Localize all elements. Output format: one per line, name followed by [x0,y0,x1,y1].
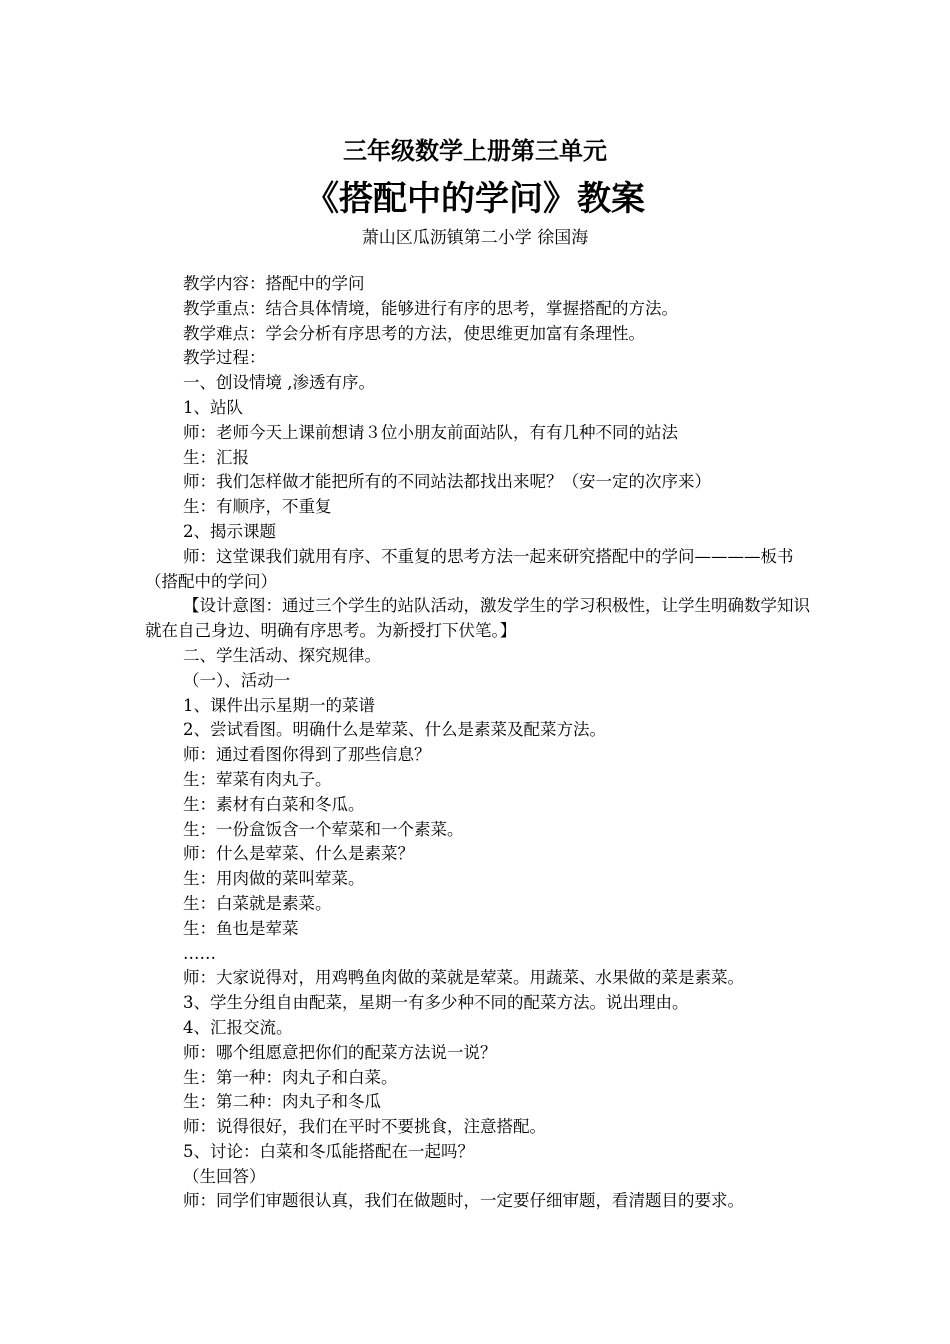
body-paragraph: 一、创设情境 ,渗透有序。 [183,373,375,393]
body-paragraph: 师：大家说得对，用鸡鸭鱼肉做的菜就是荤菜。用蔬菜、水果做的菜是素菜。 [183,968,744,988]
body-paragraph: 生：白菜就是素菜。 [183,893,332,913]
body-paragraph: 2、揭示课题 [183,521,276,541]
body-paragraph: 生：用肉做的菜叫荤菜。 [183,869,365,889]
body-paragraph: 3、学生分组自由配菜，星期一有多少种不同的配菜方法。说出理由。 [183,993,689,1013]
body-paragraph: 师：说得很好，我们在平时不要挑食，注意搭配。 [183,1117,546,1137]
body-paragraph: 生：素材有白菜和冬瓜。 [183,794,365,814]
body-paragraph: 4、汇报交流。 [183,1017,293,1037]
body-paragraph: 生：第二种：肉丸子和冬瓜 [183,1092,381,1112]
body-paragraph: 师：同学们审题很认真，我们在做题时，一定要仔细审题，看清题目的要求。 [183,1191,744,1211]
body-paragraph: 生：一份盒饭含一个荤菜和一个素菜。 [183,819,464,839]
body-paragraph: 生：第一种：肉丸子和白菜。 [183,1067,398,1087]
body-paragraph: 【设计意图：通过三个学生的站队活动，激发学生的学习积极性，让学生明确数学知识就在自己身边、明确有序思考。为新授打下伏笔。】 [145,596,810,641]
body-paragraph: （一）、活动一 [183,670,291,690]
body-paragraph: （生回答） [183,1166,266,1186]
body-paragraph: 2、尝试看图。明确什么是荤菜、什么是素菜及配菜方法。 [183,720,606,740]
body-paragraph: 二、学生活动、探究规律。 [183,645,381,665]
body-paragraph: …… [183,943,216,963]
body-paragraph: 师：什么是荤菜、什么是素菜？ [183,844,414,864]
document-title: 《搭配中的学问》教案 [305,179,645,219]
body-paragraph: 教学难点：学会分析有序思考的方法，使思维更加富有条理性。 [183,323,645,343]
body-paragraph: 1、课件出示星期一的菜谱 [183,695,375,715]
body-paragraph: 生：有顺序，不重复 [183,497,332,517]
body-paragraph: 教学重点：结合具体情境，能够进行有序的思考，掌握搭配的方法。 [183,298,678,318]
body-paragraph: 师：老师今天上课前想请３位小朋友前面站队，有有几种不同的站法 [183,422,678,442]
document-subtitle: 三年级数学上册第三单元 [343,136,607,165]
body-paragraph: 生：荤菜有肉丸子。 [183,769,332,789]
body-paragraph: 师：通过看图你得到了那些信息？ [183,745,431,765]
body-paragraph: 师：哪个组愿意把你们的配菜方法说一说？ [183,1042,497,1062]
body-paragraph: 师：这堂课我们就用有序、不重复的思考方法一起来研究搭配中的学问————板书（搭配中的学问） [145,546,794,591]
document-author: 萧山区瓜沥镇第二小学 徐国海 [361,228,589,248]
body-paragraph: 教学过程： [183,348,266,368]
body-paragraph: 1、站队 [183,397,243,417]
body-paragraph: 生：汇报 [183,447,249,467]
body-paragraph: 生：鱼也是荤菜 [183,918,299,938]
body-paragraph: 5、讨论：白菜和冬瓜能搭配在一起吗？ [183,1141,474,1161]
body-paragraph: 师：我们怎样做才能把所有的不同站法都找出来呢？（安一定的次序来） [183,472,711,492]
body-paragraph: 教学内容：搭配中的学问 [183,274,365,293]
document-body [145,272,810,1214]
